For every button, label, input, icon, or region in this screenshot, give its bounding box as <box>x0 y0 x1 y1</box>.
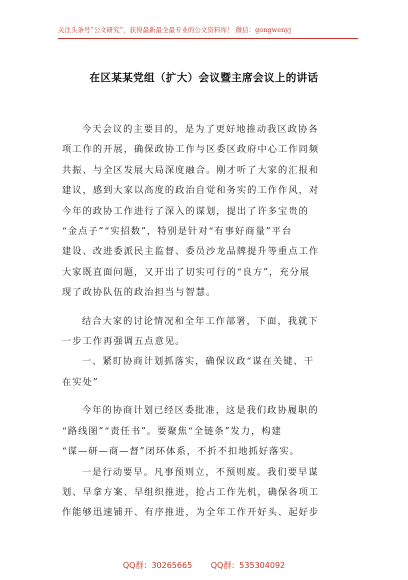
footer-contact <box>0 560 408 571</box>
paragraph-line: 一步工作再强调五点意见。 <box>62 336 186 348</box>
section-heading-line: 一、紧盯协商计划抓落实，确保议政“谋在关键、干 <box>82 356 315 368</box>
paragraph-line: 结合大家的讨论情况和全年工作部署，下面，我就下 <box>82 315 319 327</box>
paragraph-line: 建议，感到大家以高度的政治自觉和务实的工作作风，对 <box>62 185 320 197</box>
document-body <box>62 120 360 524</box>
section-heading-line: 在实处” <box>62 376 99 388</box>
header-banner: 关注头条号“公文研究”，获得最新最全最专业的公文资料库！ 微信：gongwenyj <box>58 26 292 34</box>
paragraph-line: 今年的协商计划已经区委批准，这是我们政协履职的 <box>82 405 319 417</box>
paragraph-line: 大家既直面问题，又开出了切实可行的“良方”，充分展 <box>62 266 311 278</box>
paragraph-line: 作能够迅速铺开、有序推进，为全年工作开好头、起好步 <box>62 507 320 519</box>
paragraph-line: 一是行动要早。凡事预则立，不预则废。我们要早谋 <box>82 466 319 478</box>
paragraph-line: “谋—研—商—督”闭环体系，不折不扣地抓好落实。 <box>62 446 300 458</box>
paragraph-line: 共振、与全区发展大局深度融合。刚才听了大家的汇报和 <box>62 164 320 176</box>
header-divider <box>58 38 358 39</box>
footer-qq-group-2: QQ群：535304092 <box>210 561 286 570</box>
footer-qq-group-1: QQ群：30265665 <box>122 561 193 570</box>
paragraph-line: 项工作的开展，确保政协工作与区委区政府中心工作同频 <box>62 144 320 156</box>
paragraph-line: “路线图”“责任书”。要聚焦“全链条”发力，构建 <box>62 425 282 437</box>
paragraph-line: 今年的政协工作进行了深入的谋划，提出了许多宝贵的 <box>62 205 309 217</box>
document-title: 在区某某党组（扩大）会议暨主席会议上的讲话 <box>89 72 319 84</box>
paragraph-line: 现了政协队伍的政治担当与智慧。 <box>62 287 217 299</box>
paragraph-line: 划、早拿方案、早组织推进，抢占工作先机，确保各项工 <box>62 486 320 498</box>
paragraph-line: “金点子”“实招数”，特别是针对“有事好商量”平台 <box>62 226 293 238</box>
paragraph-line: 建设、改进委派民主监督、委员沙龙品牌提升等重点工作 <box>62 246 320 258</box>
paragraph-line: 今天会议的主要目的，是为了更好地推动我区政协各 <box>82 124 319 135</box>
